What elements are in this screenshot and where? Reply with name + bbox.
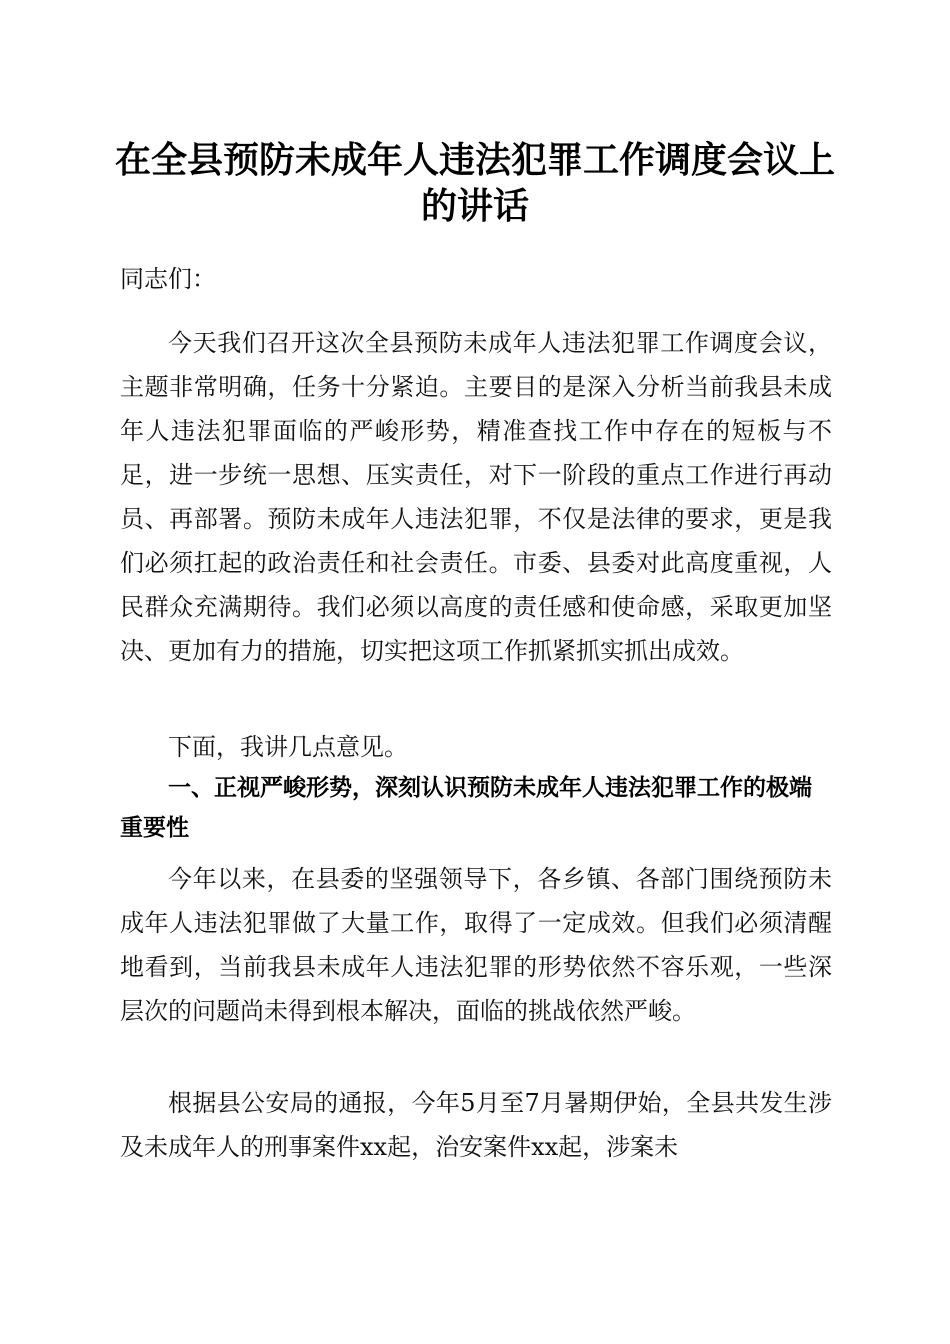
paragraph-statistics: 根据县公安局的通报，今年5月至7月暑期伊始，全县共发生涉及未成年人的刑事案件xx起，治安案件xx起，涉案未 [120, 1089, 832, 1161]
salutation: 同志们： [120, 265, 216, 293]
paragraph-transition: 下面，我讲几点意见。 [168, 733, 408, 761]
paragraph-intro: 今天我们召开这次全县预防未成年人违法犯罪工作调度会议，主题非常明确，任务十分紧迫。主要目的是深入分析当前我县未成年人违法犯罪面临的严峻形势，精准查找工作中存在的短板与不足，进一步统一思想、压实责任，对下一阶段的重点工作进行再动员、再部署。预防未成年人违法犯罪，不仅是法律的要求，更是我们必须扛起的政治责任和社会责任。市委、县委对此高度重视，人民群众充满期待。我们必须以高度的责任感和使命感，采取更加坚决、更加有力的措施，切实把这项工作抓紧抓实抓出成效。 [120, 329, 832, 665]
document-title-line-1: 在全县预防未成年人违法犯罪工作调度会议上 [114, 139, 835, 181]
document-title-line-2: 的讲话 [420, 185, 529, 227]
section-heading-1: 一、正视严峻形势，深刻认识预防未成年人违法犯罪工作的极端重要性 [120, 775, 812, 841]
paragraph-situation: 今年以来，在县委的坚强领导下，各乡镇、各部门围绕预防未成年人违法犯罪做了大量工作，取得了一定成效。但我们必须清醒地看到，当前我县未成年人违法犯罪的形势依然不容乐观，一些深层次的问题尚未得到根本解决，面临的挑战依然严峻。 [120, 865, 832, 1025]
